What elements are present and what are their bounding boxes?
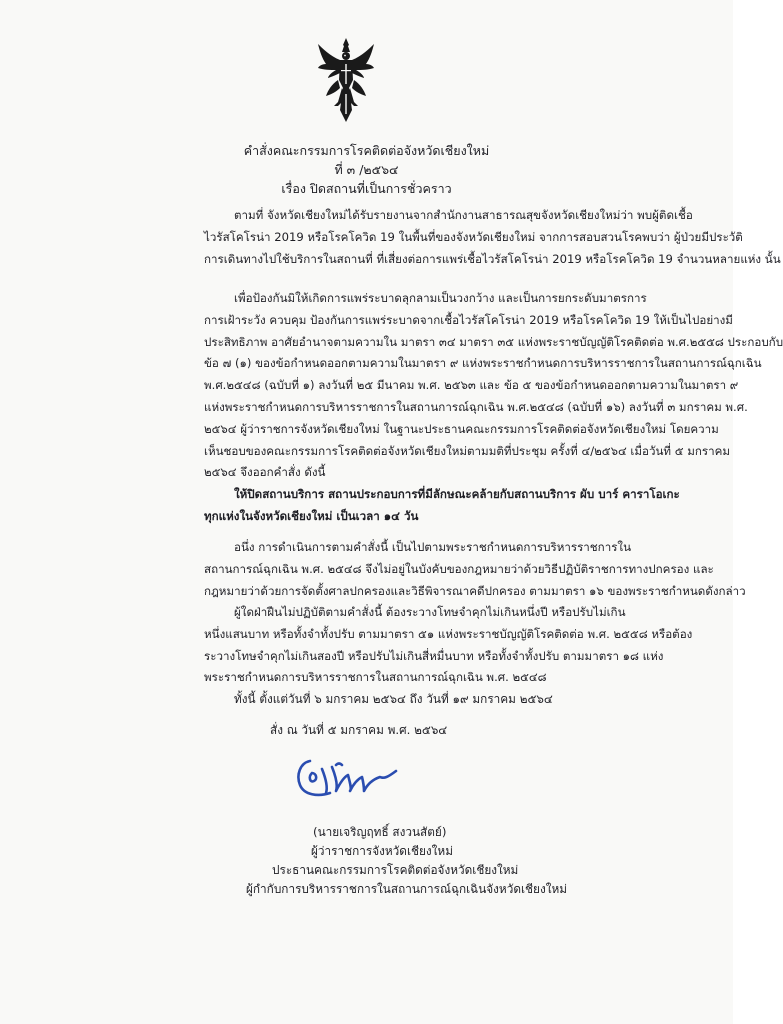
paragraph-line: ระวางโทษจำคุกไม่เกินสองปี หรือปรับไม่เกินสี่หมื่นบาท หรือทั้งจำทั้งปรับ ตามมาตรา ๑๘ แห่ง — [204, 648, 664, 663]
paragraph-penalty — [204, 602, 693, 689]
order-directive — [204, 484, 680, 528]
paragraph-line: ผู้ใดฝ่าฝืนไม่ปฏิบัติตามคำสั่งนี้ ต้องระวางโทษจำคุกไม่เกินหนึ่งปี หรือปรับไม่เกิน — [234, 605, 626, 619]
paragraph-line: การเดินทางไปใช้บริการในสถานที่ ที่เสี่ยงต่อการแพร่เชื้อไวรัสโคโรน่า 2019 หรือโรคโควิด 19 จำนวนหลายแห่ง นั้น — [204, 251, 781, 266]
paragraph-legal-basis — [204, 537, 746, 602]
effective-period: ทั้งนี้ ตั้งแต่วันที่ ๖ มกราคม ๒๕๖๔ ถึง วันที่ ๑๙ มกราคม ๒๕๖๔ — [234, 692, 553, 706]
paragraph-line: สถานการณ์ฉุกเฉิน พ.ศ. ๒๕๔๘ จึงไม่อยู่ในบังคับของกฎหมายว่าด้วยวิธีปฏิบัติราชการทางปกครอง และ — [204, 561, 714, 576]
paragraph-line: ประสิทธิภาพ อาศัยอำนาจตามความใน มาตรา ๓๔ มาตรา ๓๕ แห่งพระราชบัญญัติโรคติดต่อ พ.ศ.๒๕๕๘ ประกอบกับ — [204, 334, 783, 349]
directive-line: ให้ปิดสถานบริการ สถานประกอบการที่มีลักษณะคล้ายกับสถานบริการ ผับ บาร์ คาราโอเกะ — [234, 487, 680, 501]
paragraph-line: กฎหมายว่าด้วยการจัดตั้งศาลปกครองและวิธีพิจารณาคดีปกครอง ตามมาตรา ๑๖ ของพระราชกำหนดดังกล่าว — [204, 583, 746, 598]
order-title: คำสั่งคณะกรรมการโรคติดต่อจังหวัดเชียงใหม่ — [243, 143, 490, 158]
paragraph-line: แห่งพระราชกำหนดการบริหารราชการในสถานการณ์ฉุกเฉิน พ.ศ.๒๕๔๘ (ฉบับที่ ๑๖) ลงวันที่ ๓ มกราคม พ.ศ. — [204, 399, 748, 414]
signer-title-supervisor: ผู้กำกับการบริหารราชการในสถานการณ์ฉุกเฉินจังหวัดเชียงใหม่ — [246, 882, 568, 896]
signer-title-governor: ผู้ว่าราชการจังหวัดเชียงใหม่ — [311, 844, 453, 858]
paragraph-line: การเฝ้าระวัง ควบคุม ป้องกันการแพร่ระบาดจากเชื้อไวรัสโคโรน่า 2019 หรือโรคโควิด 19 ให้เป็นไปอย่างมี — [204, 312, 733, 327]
paragraph-line: ๒๕๖๔ จึงออกคำสั่ง ดังนี้ — [204, 465, 326, 480]
paragraph-line: เห็นชอบของคณะกรรมการโรคติดต่อจังหวัดเชียงใหม่ตามมติที่ประชุม ครั้งที่ ๔/๒๕๖๔ เมื่อวันที่ ๕ มกราคม — [204, 443, 730, 458]
paragraph-line: ตามที่ จังหวัดเชียงใหม่ได้รับรายงานจากสำนักงานสาธารณสุขจังหวัดเชียงใหม่ว่า พบผู้ติดเชื้อ — [234, 208, 693, 222]
signer-name: (นายเจริญฤทธิ์ สงวนสัตย์) — [313, 825, 447, 839]
order-number: ที่ ๓ /๒๕๖๔ — [334, 162, 399, 177]
paragraph-line: หนึ่งแสนบาท หรือทั้งจำทั้งปรับ ตามมาตรา ๕๑ แห่งพระราชบัญญัติโรคติดต่อ พ.ศ. ๒๕๕๘ หรือต้อง — [204, 626, 693, 641]
handwritten-signature — [292, 753, 402, 803]
paragraph-background — [204, 205, 781, 270]
signer-title-chairman: ประธานคณะกรรมการโรคติดต่อจังหวัดเชียงใหม่ — [272, 863, 519, 877]
garuda-emblem-icon — [316, 36, 376, 124]
ordered-date: สั่ง ณ วันที่ ๕ มกราคม พ.ศ. ๒๕๖๔ — [270, 723, 448, 737]
paragraph-line: อนึ่ง การดำเนินการตามคำสั่งนี้ เป็นไปตามพระราชกำหนดการบริหารราชการใน — [234, 540, 632, 554]
paragraph-line: ๒๕๖๔ ผู้ว่าราชการจังหวัดเชียงใหม่ ในฐานะประธานคณะกรรมการโรคติดต่อจังหวัดเชียงใหม่ โดยความ — [204, 421, 719, 436]
directive-line: ทุกแห่งในจังหวัดเชียงใหม่ เป็นเวลา ๑๔ วัน — [204, 508, 419, 523]
paragraph-line: เพื่อป้องกันมิให้เกิดการแพร่ระบาดลุกลามเป็นวงกว้าง และเป็นการยกระดับมาตรการ — [234, 291, 647, 305]
paragraph-authority — [204, 288, 783, 484]
order-subject: เรื่อง ปิดสถานที่เป็นการชั่วคราว — [281, 181, 452, 196]
paragraph-line: ไวรัสโคโรน่า 2019 หรือโรคโควิด 19 ในพื้นที่ของจังหวัดเชียงใหม่ จากการสอบสวนโรคพบว่า ผู้ป่วยมีประวัติ — [204, 229, 743, 244]
paragraph-line: พระราชกำหนดการบริหารราชการในสถานการณ์ฉุกเฉิน พ.ศ. ๒๕๔๘ — [204, 670, 547, 685]
paragraph-line: ข้อ ๗ (๑) ของข้อกำหนดออกตามความในมาตรา ๙ แห่งพระราชกำหนดการบริหารราชการในสถานการณ์ฉุกเฉิน — [204, 356, 762, 371]
paragraph-line: พ.ศ.๒๕๔๘ (ฉบับที่ ๑) ลงวันที่ ๒๕ มีนาคม พ.ศ. ๒๕๖๓ และ ข้อ ๕ ของข้อกำหนดออกตามความในมาตรา ๙ — [204, 378, 739, 393]
